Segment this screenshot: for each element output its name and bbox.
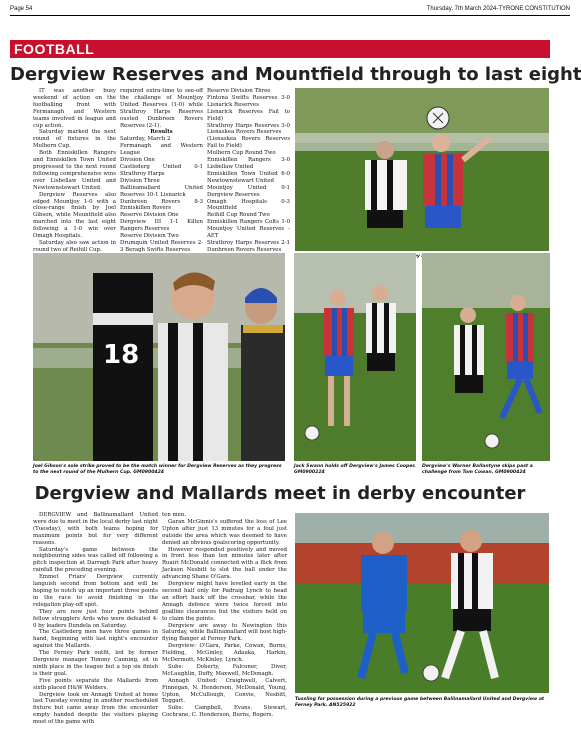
result-line: Omagh Hospitals 0-3 Mountfield <box>207 198 290 212</box>
paragraph: Both Enniskillen Rangers and Enniskillen Town United progressed to the next round following comprehensive wins over Lisbellaw United and Newtownstewart United. <box>33 150 116 191</box>
paragraph: IT was another busy weekend of action on the footballing front with Fermanagh and Western teams involved in league and cup action. <box>33 88 116 129</box>
result-line: Dergview III 1-1 Killen Rangers Reserves <box>120 219 203 233</box>
paragraph: ten men. <box>162 512 187 518</box>
result-line: Reserve Division Three <box>207 88 271 94</box>
result-line: Mulhern Cup Round Two <box>207 150 276 157</box>
story1-headline: Dergview Reserves and Mountfield through to last eight <box>10 64 581 85</box>
result-line: Dunbreen Rovers 8-3 Enniskillen Rovers <box>120 198 203 212</box>
story2-column-2 <box>162 512 287 732</box>
story2-headline: Dergview and Mallards meet in derby encounter <box>34 483 526 504</box>
result-line: Enniskillen Rangers 3-0 Lisbellaw United <box>207 157 290 170</box>
paragraph: Emmet Friars' Dergview currently languish second from bottom and will be hoping to notch up an important three points in the race to avoid finishing in the relegation play-off spot. <box>33 574 158 608</box>
section-banner <box>10 40 550 58</box>
lineup: Subs: Campbell, Evans, Stewart, Cochrane, C. Henderson, Burns, Rogers. <box>162 705 287 719</box>
results-heading: Results <box>150 129 173 136</box>
paragraph: Dergview are away to Newington this Saturday, while Ballinamallard will host high-flying Banger at Ferney Park. <box>162 622 287 643</box>
page-header <box>10 4 570 16</box>
paragraph: Dergview took on Annagh United at home last Tuesday evening in another rescheduled fixture but came away from the encounter empty handed despite the visitors playing most of the game with <box>33 691 158 726</box>
page-number: Page 54 <box>10 6 33 12</box>
result-line: Reserve Division One <box>120 212 179 219</box>
photo-ballantyne-cowan <box>422 253 550 461</box>
result-line: Castlederg United 0-1 Strathroy Harps <box>120 163 203 177</box>
lineup: Subs: Doherty, Falconer, Diver, McLaughlin, Duffy, Maxwell, McDonagh. <box>162 663 287 677</box>
photo-swann-cooper <box>294 253 416 461</box>
result-line: Enniskillen Town United 6-0 Newtownstewart United <box>207 170 290 184</box>
paragraph: Saturday's game between the neighbouring sides was called off following a pitch inspection at Darragh Park after heavy rainfall the preceding evening. <box>33 546 158 574</box>
edition-date: Thursday, 7th March 2024-TYRONE CONSTITUTION <box>426 6 570 12</box>
caption-swann-cooper: Jack Swann holds off Dergview's James Cooper. GM0900224 <box>294 464 416 475</box>
result-line: (Lisnaskea Rovers Reserves Fail to Field) <box>207 136 290 150</box>
photo-joel-gibson <box>33 253 285 461</box>
result-line: Division Three <box>120 177 160 184</box>
paragraph: Garan McGinnis's suffered the loss of Lee Upton after just 13 minutes for a foul just outside the area which was deemed to have denied an obvious goalscoring opportunity. <box>162 518 287 546</box>
paragraph: Dergview might have levelled early in the second half only for Padraig Lynch to head an effort back off the crossbar, while the Annagh defence were twice forced into goalline clearances but the visitors held on to claim the points. <box>162 581 287 622</box>
paragraph: Five points separate the Mallards from sixth placed H&W Welders. <box>33 677 158 691</box>
photo-millar-lowry <box>295 88 549 251</box>
story1-column-2 <box>120 88 203 253</box>
result-line: Drumquin United Reserves 2-3 Beragh Swifts Reserves <box>120 239 203 253</box>
result-line: Strathroy Harps Reserves 3-0 Lisnaskea Rovers Reserves <box>207 122 290 136</box>
caption-ballantyne-cowan: Dergview's Warner Ballantyne skips past a challenge from Tom Cowan. GM0900424 <box>422 464 533 475</box>
lineup: Annagh United: Craighwell, Calvert, Finnegan, N. Henderson, McDonald, Young, Upton, McCullough, Convie, Nesbitt, Teggart. <box>162 677 287 705</box>
result-line: Enniskillen Rangers Colts 1-0 Mountjoy United Reserves - AET <box>207 219 290 240</box>
paragraph: However responded positively and moved in front less than ten minutes later after Ruairi McDonald connected with a flick from Jackson Nesbitt to slot the ball under the advancing Shane O'Gara. <box>162 546 287 581</box>
story2-column-1 <box>33 512 158 732</box>
paragraph: Dergview Reserves also edged Mountjoy 1-0 with a close-range finish by Joel Gibson, while Mountfield also marched into the last eight following a 1-0 win over Omagh Hospitals. <box>33 191 116 240</box>
photo-derby-tussle <box>295 513 549 693</box>
result-line: Ballinamallard United Reserves 10-1 Lisnarick <box>120 184 203 198</box>
paragraph: DERGVIEW and Ballinamallard United were due to meet in the local derby last night (Tuesday), with both teams hoping for maximum points but for very different reasons. <box>33 512 158 546</box>
caption-derby-tussle: Tussling for possession during a previous game between Ballinamallard United and Dergview at Ferney Park. AN525922 <box>295 697 545 708</box>
section-label: FOOTBALL <box>14 41 95 57</box>
paragraph: The Castlederg men have three games in hand, beginning with last night's encounter against the Mallards. <box>33 629 158 650</box>
paragraph: Saturday marked the next round of fixtures in the Mulhern Cup. <box>33 129 116 150</box>
lineup: Dergview: O'Gara, Parke, Cowan, Burns, Fielding, McGinley, Adauka, Harkin, McDermott, McKinley, Lynch. <box>162 643 287 664</box>
story1-column-3 <box>207 88 290 253</box>
result-line: Reserve Division Two <box>120 233 179 240</box>
paragraph: They are now just four points behind fellow strugglers Ards who were defeated 4-0 by leaders Dundela on Saturday. <box>33 608 158 629</box>
result-line: Lisnarick Reserves Fail to Field) <box>207 108 290 122</box>
paragraph: The Ferney Park outfit, led by former Dergview manager Tommy Canning, sit in ninth place in the league but a top six finish is their goal. <box>33 650 158 677</box>
result-line: Saturday, March 2 <box>120 136 171 143</box>
paragraph: required extra-time to see-off the challenge of Mountjoy United Reserves (1-0) while Strathroy Harps Reserves ousted Dunbreen Rovers Reserves (2-1). <box>120 88 203 129</box>
paragraph: Saturday also saw action in round two of Reihill Cup. <box>33 239 116 253</box>
result-line: Mountjoy United 0-1 Dergview Reserves <box>207 184 290 198</box>
result-line: Strathroy Harps Reserves 2-1 Dunbreen Rovers Reserves <box>207 239 290 253</box>
caption-joel-gibson: Joel Gibson's sole strike proved to be the match winner for Dergview Reserves as they progress to the next round of the Mulhern Cup. GM0900424 <box>33 464 282 475</box>
result-line: Division One <box>120 157 155 164</box>
story1-column-1 <box>33 88 116 253</box>
result-line: Fermanagh and Western League <box>120 143 203 157</box>
header-rule <box>10 15 570 16</box>
result-line: Reihill Cup Round Two <box>207 212 270 219</box>
svg-text:18: 18 <box>103 340 140 370</box>
result-line: Fintona Swifts Reserves 3-0 Lisnarick Reserves <box>207 94 290 108</box>
